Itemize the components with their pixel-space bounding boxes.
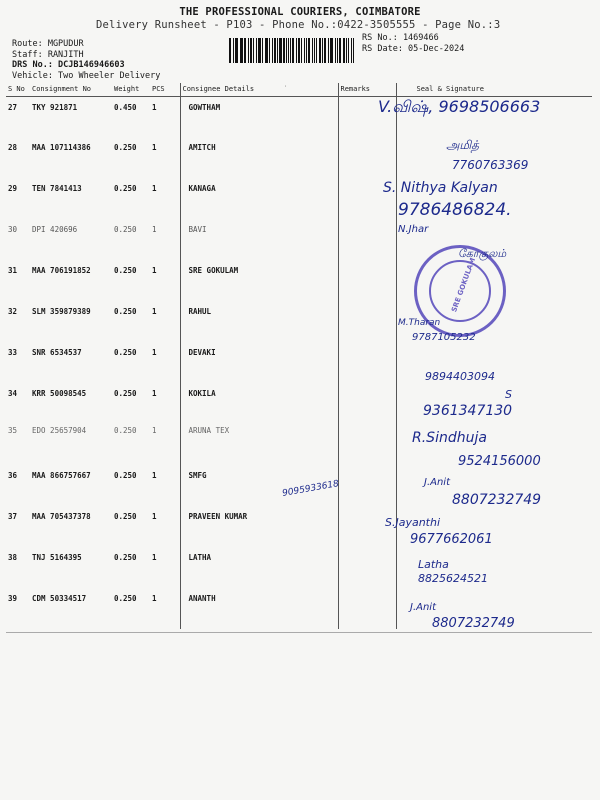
signature-32-phone: 9787105232 [412,332,476,343]
cell-pcs: 1 [152,348,157,357]
cell-sno: 33 [8,348,18,357]
cell-consignee: ARUNA TEX [180,424,338,465]
barcode-bar [229,38,231,63]
cell-consignee: SMFG [180,465,338,506]
signature-28-name: அமித் [446,138,479,152]
rs-info [362,33,464,55]
table-bottom-rule [6,632,592,633]
header-remarks: Remarks [338,83,396,96]
cell-remarks [338,383,396,424]
vehicle-label: Vehicle: Two Wheeler Delivery [12,70,161,81]
header-weight: Weight [112,83,150,96]
signature-29-phone: 9786486824. [398,200,512,220]
cell-remarks [338,260,396,301]
barcode-image [229,38,355,63]
cell-pcs: 1 [152,512,157,521]
cell-remarks [338,342,396,383]
barcode-bar [265,38,266,63]
rs-number: RS No.: 1469466 [362,33,439,43]
barcode-bar [348,38,349,63]
barcode-bar [343,38,345,63]
cell-consignee: SRE GOKULAM [180,260,338,301]
cell-pcs: 1 [152,102,157,112]
barcode-bar [233,38,234,63]
table-row [6,301,592,342]
cell-sno: 39 [8,594,18,603]
cell-sno: 27 [8,102,18,112]
signature-36-name: J.Anit [424,477,451,488]
cell-weight: 0.250 [114,184,137,193]
route-label: Route: MGPUDUR [12,39,84,49]
barcode-bar [286,38,287,63]
cell-consignment: KRR 50098545 [32,389,87,398]
cell-sno: 28 [8,143,18,152]
cell-sno: 32 [8,307,18,316]
cell-pcs: 1 [152,553,157,562]
cell-consignee: KANAGA [180,178,338,219]
cell-weight: 0.250 [114,266,137,275]
barcode-bar [335,38,336,63]
cell-weight: 0.250 [114,471,137,480]
signature-36-note: 9095933618 [281,479,340,499]
barcode-bar [256,38,257,63]
barcode-bar [306,38,308,63]
cell-consignment: CDM 50334517 [32,594,87,603]
signature-39-phone: 8807232749 [432,616,515,631]
barcode-bar [277,38,278,63]
cell-consignment: TEN 7841413 [32,184,82,193]
cell-consignment: TNJ 5164395 [32,553,82,562]
cell-sno: 35 [8,426,18,435]
cell-consignee: DEVAKI [180,342,338,383]
cell-consignee: ANANTH [180,588,338,629]
cell-pcs: 1 [152,389,157,398]
cell-weight: 0.250 [114,553,137,562]
cell-consignee: AMITCH [180,137,338,178]
table-row [6,547,592,588]
signature-34-mark: S [505,388,512,401]
cell-weight: 0.450 [114,102,137,112]
cell-weight: 0.250 [114,389,137,398]
barcode-bar [314,38,315,63]
cell-remarks [338,137,396,178]
barcode-bar [283,38,285,63]
cell-consignee: KOKILA [180,383,338,424]
cell-weight: 0.250 [114,307,137,316]
table-header-row [6,83,592,96]
table-row [6,342,592,383]
company-title: THE PROFESSIONAL COURIERS, COIMBATORE [179,6,421,18]
barcode-bar [322,38,323,63]
cell-pcs: 1 [152,594,157,603]
cell-pcs: 1 [152,307,157,316]
barcode-bar [240,38,243,63]
signature-27: V.விஷ், 9698506663 [378,97,541,116]
signature-30: N.Jhar [398,224,429,235]
barcode-bar [346,38,347,63]
signature-31: கோகுலம் [458,247,507,260]
barcode-bar [266,38,268,63]
cell-weight: 0.250 [114,143,137,152]
barcode-bar [248,38,249,63]
header-sno: S No [6,83,30,96]
signature-38-phone: 8825624521 [418,572,488,585]
staff-label: Staff: RANJITH [12,49,84,60]
barcode-bar [250,38,252,63]
barcode-bar [236,38,238,63]
cell-consignment: DPI 420696 [32,225,78,234]
header-consignment: Consignment No [30,83,112,96]
signature-29-name: S. Nithya Kalyan [383,180,498,196]
barcode-bar [298,38,301,63]
header-details: Consignee Details [180,83,338,96]
cell-weight: 0.250 [114,512,137,521]
cell-remarks [338,219,396,260]
cell-consignment: SNR 6534537 [32,348,82,357]
signature-37-name: S.Jayanthi [385,516,441,529]
cell-remarks [338,588,396,629]
cell-sno: 38 [8,553,18,562]
route-info [12,39,160,81]
barcode-bar [308,38,310,63]
cell-sno: 29 [8,184,18,193]
signature-36-phone: 8807232749 [452,492,542,508]
fold-mark: ˈ [284,85,288,92]
cell-consignment: MAA 107114386 [32,143,91,152]
cell-pcs: 1 [152,225,157,234]
cell-consignee: RAHUL [180,301,338,342]
barcode-bar [245,38,246,63]
cell-sno: 34 [8,389,18,398]
barcode-bar [262,38,263,63]
cell-sno: 30 [8,225,18,234]
cell-weight: 0.250 [114,426,137,435]
barcode-bar [312,38,313,63]
barcode-bar [258,38,261,63]
barcode-bar [324,38,326,63]
cell-consignment: SLM 359879389 [32,307,91,316]
signature-33: 9894403094 [425,370,495,383]
cell-weight: 0.250 [114,225,137,234]
barcode-bar [288,38,289,63]
cell-remarks [338,301,396,342]
barcode-bar [319,38,322,63]
cell-consignee: GOWTHAM [180,96,338,137]
cell-consignment: TKY 921871 [32,102,78,112]
barcode-bar [328,38,329,63]
cell-remarks [338,465,396,506]
signature-39-name: J.Anit [410,602,437,613]
barcode-bar [353,38,354,63]
barcode-bar [253,38,255,63]
barcode-bar [274,38,276,63]
barcode-bar [290,38,291,63]
signature-37-phone: 9677662061 [410,532,493,547]
barcode-bar [331,38,333,63]
barcode-bar [279,38,282,63]
signature-38-name: Latha [418,558,449,571]
barcode-bar [272,38,273,63]
cell-sno: 37 [8,512,18,521]
barcode-bar [304,38,305,63]
signature-32-name: M.Tharan [398,318,441,328]
table-row [6,506,592,547]
cell-consignee: BAVI [180,219,338,260]
cell-consignment: EDO 25657904 [32,426,87,435]
barcode-bar [316,38,317,63]
barcode-bar [269,38,270,63]
cell-pcs: 1 [152,266,157,275]
signature-28-phone: 7760763369 [452,158,529,172]
cell-weight: 0.250 [114,348,137,357]
cell-sno: 36 [8,471,18,480]
cell-consignment: MAA 866757667 [32,471,91,480]
cell-weight: 0.250 [114,594,137,603]
signature-35-phone: 9524156000 [458,454,541,469]
barcode-bar [244,38,245,63]
drs-number: DRS No.: DCJB146946603 [12,60,125,70]
stamp-text: SRE GOKULAM [450,256,478,314]
barcode-bar [330,38,331,63]
cell-pcs: 1 [152,426,157,435]
header-pcs: PCS [150,83,180,96]
cell-consignee: LATHA [180,547,338,588]
barcode-bar [292,38,294,63]
barcode-bar [296,38,297,63]
cell-remarks [338,547,396,588]
barcode-bar [351,38,353,63]
cell-pcs: 1 [152,143,157,152]
cell-consignment: MAA 705437378 [32,512,91,521]
cell-remarks [338,424,396,465]
cell-pcs: 1 [152,471,157,480]
cell-consignee: PRAVEEN KUMAR [180,506,338,547]
cell-consignment: MAA 706191852 [32,266,91,275]
rs-date: RS Date: 05-Dec-2024 [362,44,465,54]
header-signature: Seal & Signature [396,83,592,96]
cell-pcs: 1 [152,184,157,193]
signature-35-name: R.Sindhuja [412,430,487,446]
barcode-bar [235,38,236,63]
cell-sno: 31 [8,266,18,275]
barcode-bar [337,38,338,63]
runsheet-subtitle: Delivery Runsheet - P103 - Phone No.:0422-3505555 - Page No.:3 [96,19,501,31]
barcode-bar [339,38,342,63]
barcode-bar [301,38,302,63]
signature-34-phone: 9361347130 [423,403,513,419]
